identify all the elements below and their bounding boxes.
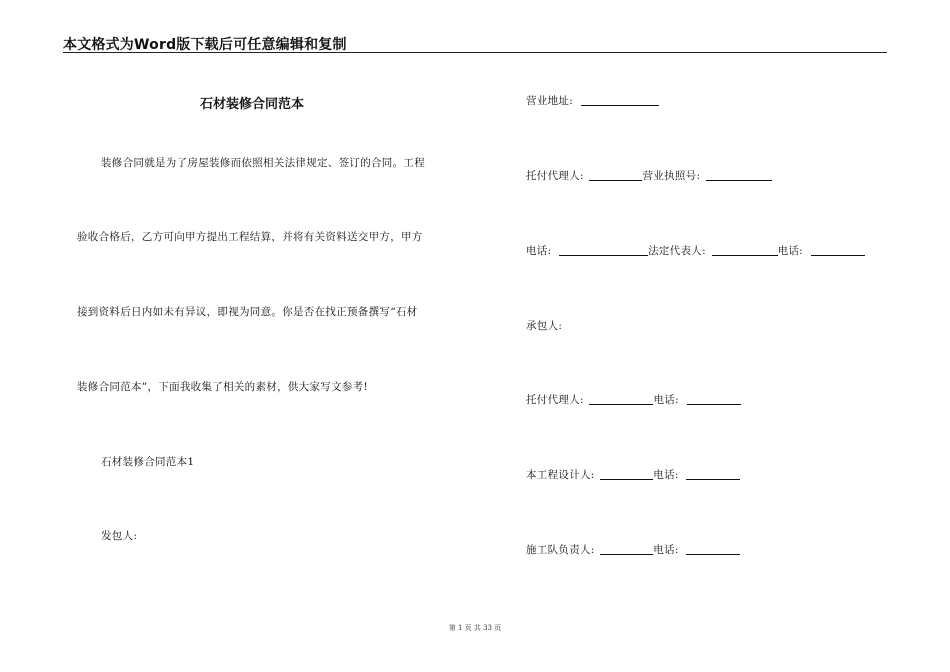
document-header: 本文格式为Word版下载后可任意编辑和复制 — [63, 37, 347, 53]
agent2-label: 托付代理人: — [526, 394, 584, 406]
agent2-phone-row — [526, 392, 741, 407]
agent-blank — [589, 169, 642, 181]
business-address-label: 营业地址: — [526, 95, 574, 107]
phone2-label: 电话: — [777, 245, 803, 257]
phone4-label: 电话: — [653, 469, 679, 481]
designer-blank — [600, 468, 653, 480]
header-divider — [63, 52, 887, 53]
agent2-blank — [589, 393, 653, 405]
phone-label: 电话: — [526, 245, 552, 257]
site-lead-label: 施工队负责人: — [526, 544, 595, 556]
legal-rep-label: 法定代表人: — [648, 245, 706, 257]
business-address-row — [526, 93, 659, 108]
site-lead-phone-row — [526, 542, 740, 557]
contractor-label: 承包人: — [526, 320, 563, 332]
phone5-blank — [686, 543, 740, 555]
phone5-label: 电话: — [653, 544, 679, 556]
paragraph-line-1: 装修合同就是为了房屋装修而依照相关法律规定、签订的合同。工程 — [101, 157, 425, 169]
page-title: 石材装修合同范本 — [200, 97, 305, 112]
phone3-label: 电话: — [653, 394, 679, 406]
phone3-blank — [687, 393, 741, 405]
agent-label: 托付代理人: — [526, 170, 584, 182]
designer-label: 本工程设计人: — [526, 469, 595, 481]
business-address-blank — [581, 94, 659, 106]
phone-blank — [559, 244, 648, 256]
legal-rep-blank — [712, 244, 778, 256]
paragraph-line-2: 验收合格后，乙方可向甲方提出工程结算，并将有关资料送交甲方，甲方 — [77, 231, 423, 243]
section-heading: 石材装修合同范本1 — [101, 456, 195, 468]
employer-label: 发包人: — [101, 530, 138, 542]
designer-phone-row — [526, 467, 740, 482]
paragraph-line-3: 接到资料后日内如未有异议，即视为同意。你是否在找正预备撰写“石材 — [77, 306, 418, 318]
paragraph-line-4: 装修合同范本”，下面我收集了相关的素材，供大家写文参考! — [77, 381, 368, 393]
license-no-blank — [706, 169, 772, 181]
phone4-blank — [686, 468, 740, 480]
page-number: 第 1 页 共 33 页 — [448, 624, 502, 632]
phone2-blank — [811, 244, 865, 256]
site-lead-blank — [600, 543, 653, 555]
license-no-label: 营业执照号: — [642, 170, 701, 182]
phone-legal-rep-row — [526, 243, 865, 258]
agent-license-row — [526, 168, 772, 183]
